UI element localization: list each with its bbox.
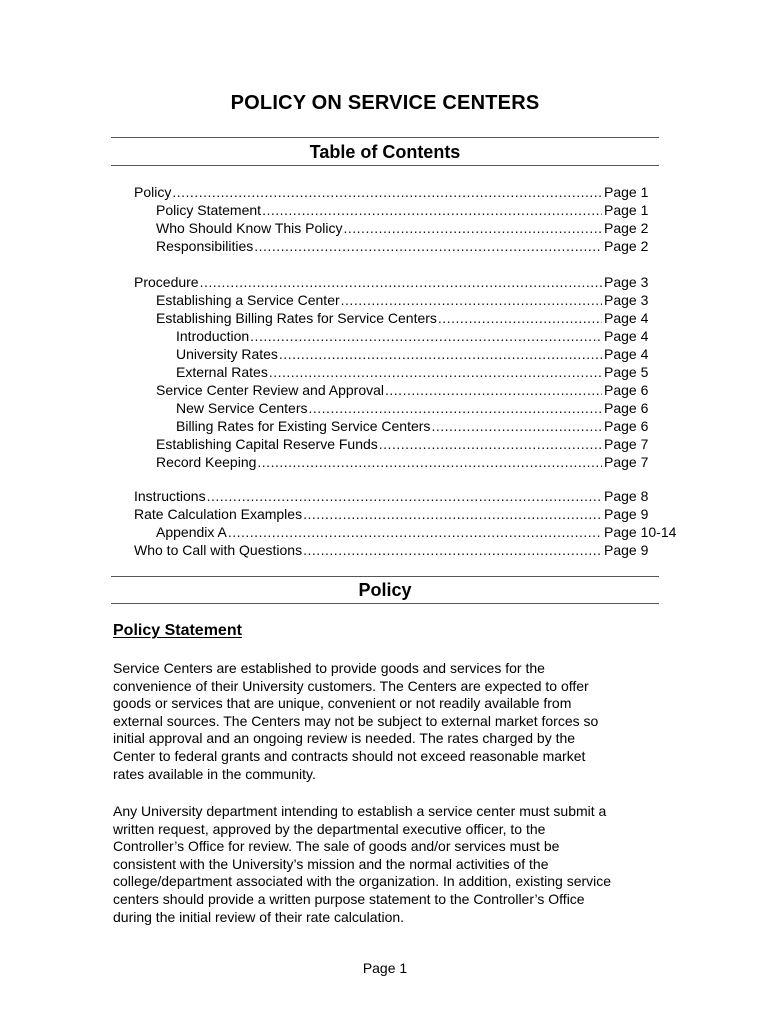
toc-leader-dots: [279, 345, 602, 363]
toc-entry-page: Page 9: [604, 542, 649, 558]
toc-leader-dots: [344, 219, 603, 237]
toc-entry-page: Page 3: [604, 292, 649, 308]
toc-entry: [134, 541, 654, 559]
toc-entry: [176, 399, 654, 417]
toc-leader-dots: [438, 309, 602, 327]
toc-entry-page: Page 4: [604, 328, 649, 344]
toc-leader-dots: [431, 417, 602, 435]
toc-entry-page: Page 3: [604, 274, 649, 290]
toc-entry-label: External Rates: [176, 364, 268, 380]
toc-entry: [134, 505, 654, 523]
toc-entry-page: Page 6: [604, 400, 649, 416]
toc-entry-label: Establishing a Service Center: [156, 292, 340, 308]
toc-entry-page: Page 1: [604, 184, 649, 200]
toc-leader-dots: [250, 327, 602, 345]
toc-leader-dots: [262, 201, 602, 219]
text-line: Controller’s Office for review. The sale of goods and/or services must be: [113, 838, 560, 855]
section-heading: Policy: [358, 580, 412, 600]
text-line: external sources. The Centers may not be subject to external market forces so: [113, 712, 599, 729]
toc-entry-label: Introduction: [176, 328, 250, 344]
toc-entry-label: Appendix A: [156, 524, 227, 540]
page-footer: Page 1: [362, 960, 408, 976]
text-line: centers should provide a written purpose statement to the Controller’s Office: [113, 890, 585, 907]
toc-leader-dots: [303, 541, 602, 559]
toc-entry: [134, 183, 654, 201]
toc-leader-dots: [200, 273, 602, 291]
toc-entry-label: Rate Calculation Examples: [134, 506, 303, 522]
toc-entry: [134, 273, 654, 291]
toc-entry-page: Page 8: [604, 488, 649, 504]
toc-entry-page: Page 9: [604, 506, 649, 522]
toc-leader-dots: [254, 237, 602, 255]
toc-entry-label: Billing Rates for Existing Service Centers: [176, 418, 431, 434]
toc-leader-dots: [303, 505, 602, 523]
toc-entry-label: Establishing Billing Rates for Service Centers: [156, 310, 437, 326]
text-line: written request, approved by the departmental executive officer, to the: [113, 820, 546, 837]
toc-entry-label: Service Center Review and Approval: [156, 382, 385, 398]
toc-entry: [156, 291, 654, 309]
toc-entry-label: Who to Call with Questions: [134, 542, 303, 558]
toc-entry-page: Page 4: [604, 346, 649, 362]
toc-entry-label: Record Keeping: [156, 454, 257, 470]
toc-entry-label: Who Should Know This Policy: [156, 220, 343, 236]
toc-entry-page: Page 10-14: [604, 524, 677, 540]
text-line: convenience of their University customers. The Centers are expected to offer: [113, 677, 589, 694]
toc-entry-label: University Rates: [176, 346, 278, 362]
toc-entry-page: Page 5: [604, 364, 649, 380]
toc-entry-label: Responsibilities: [156, 238, 254, 254]
toc-entry: [176, 363, 654, 381]
toc-leader-dots: [228, 523, 602, 541]
toc-leader-dots: [379, 435, 602, 453]
toc-entry: [156, 435, 654, 453]
toc-entry-page: Page 1: [604, 202, 649, 218]
toc-entry-label: Establishing Capital Reserve Funds: [156, 436, 378, 452]
toc-entry-label: New Service Centers: [176, 400, 308, 416]
toc-entry-page: Page 6: [604, 382, 649, 398]
toc-entry: [156, 453, 654, 471]
text-line: consistent with the University’s mission and the normal activities of the: [113, 855, 549, 872]
subsection-heading: Policy Statement: [113, 622, 242, 639]
section-bottom-rule: [111, 603, 659, 604]
toc-leader-dots: [341, 291, 602, 309]
toc-entry: [156, 381, 654, 399]
toc-entry-page: Page 4: [604, 310, 649, 326]
toc-entry: [176, 345, 654, 363]
section-top-rule: [111, 576, 659, 577]
text-line: during the initial review of their rate calculation.: [113, 908, 405, 925]
toc-leader-dots: [385, 381, 602, 399]
toc-entry-page: Page 7: [604, 454, 649, 470]
text-line: rates available in the community.: [113, 765, 316, 782]
toc-entry: [176, 417, 654, 435]
toc-bottom-rule: [111, 165, 659, 166]
text-line: college/department associated with the organization. In addition, existing service: [113, 873, 612, 890]
text-line: Center to federal grants and contracts should not exceed reasonable market: [113, 747, 586, 764]
text-line: Service Centers are established to provide goods and services for the: [113, 660, 545, 676]
toc-entry-page: Page 2: [604, 220, 649, 236]
toc-entry-label: Instructions: [134, 488, 206, 504]
toc-top-rule: [111, 137, 659, 138]
toc-entry-label: Policy Statement: [156, 202, 262, 218]
text-line: Any University department intending to establish a service center must submit a: [113, 803, 607, 819]
toc-entry: [176, 327, 654, 345]
text-line: goods or services that are unique, convenient or not readily available from: [113, 695, 572, 712]
toc-entry: [134, 487, 654, 505]
toc-leader-dots: [257, 453, 602, 471]
toc-leader-dots: [309, 399, 603, 417]
toc-entry: [156, 523, 677, 541]
paragraph: [113, 660, 673, 783]
toc-entry: [156, 237, 654, 255]
toc-entry: [156, 219, 654, 237]
toc-leader-dots: [269, 363, 602, 381]
toc-entry-label: Policy: [134, 184, 172, 200]
toc-heading: Table of Contents: [309, 142, 461, 162]
toc-entry-page: Page 6: [604, 418, 649, 434]
text-line: initial approval and an ongoing review is needed. The rates charged by the: [113, 730, 576, 747]
toc-leader-dots: [207, 487, 602, 505]
toc-entry: [156, 309, 654, 327]
toc-entry-page: Page 7: [604, 436, 649, 452]
document-title: POLICY ON SERVICE CENTERS: [230, 92, 540, 114]
toc-leader-dots: [172, 183, 602, 201]
paragraph: [113, 803, 673, 926]
toc-entry-label: Procedure: [134, 274, 199, 290]
toc-entry: [156, 201, 654, 219]
toc-entry-page: Page 2: [604, 238, 649, 254]
